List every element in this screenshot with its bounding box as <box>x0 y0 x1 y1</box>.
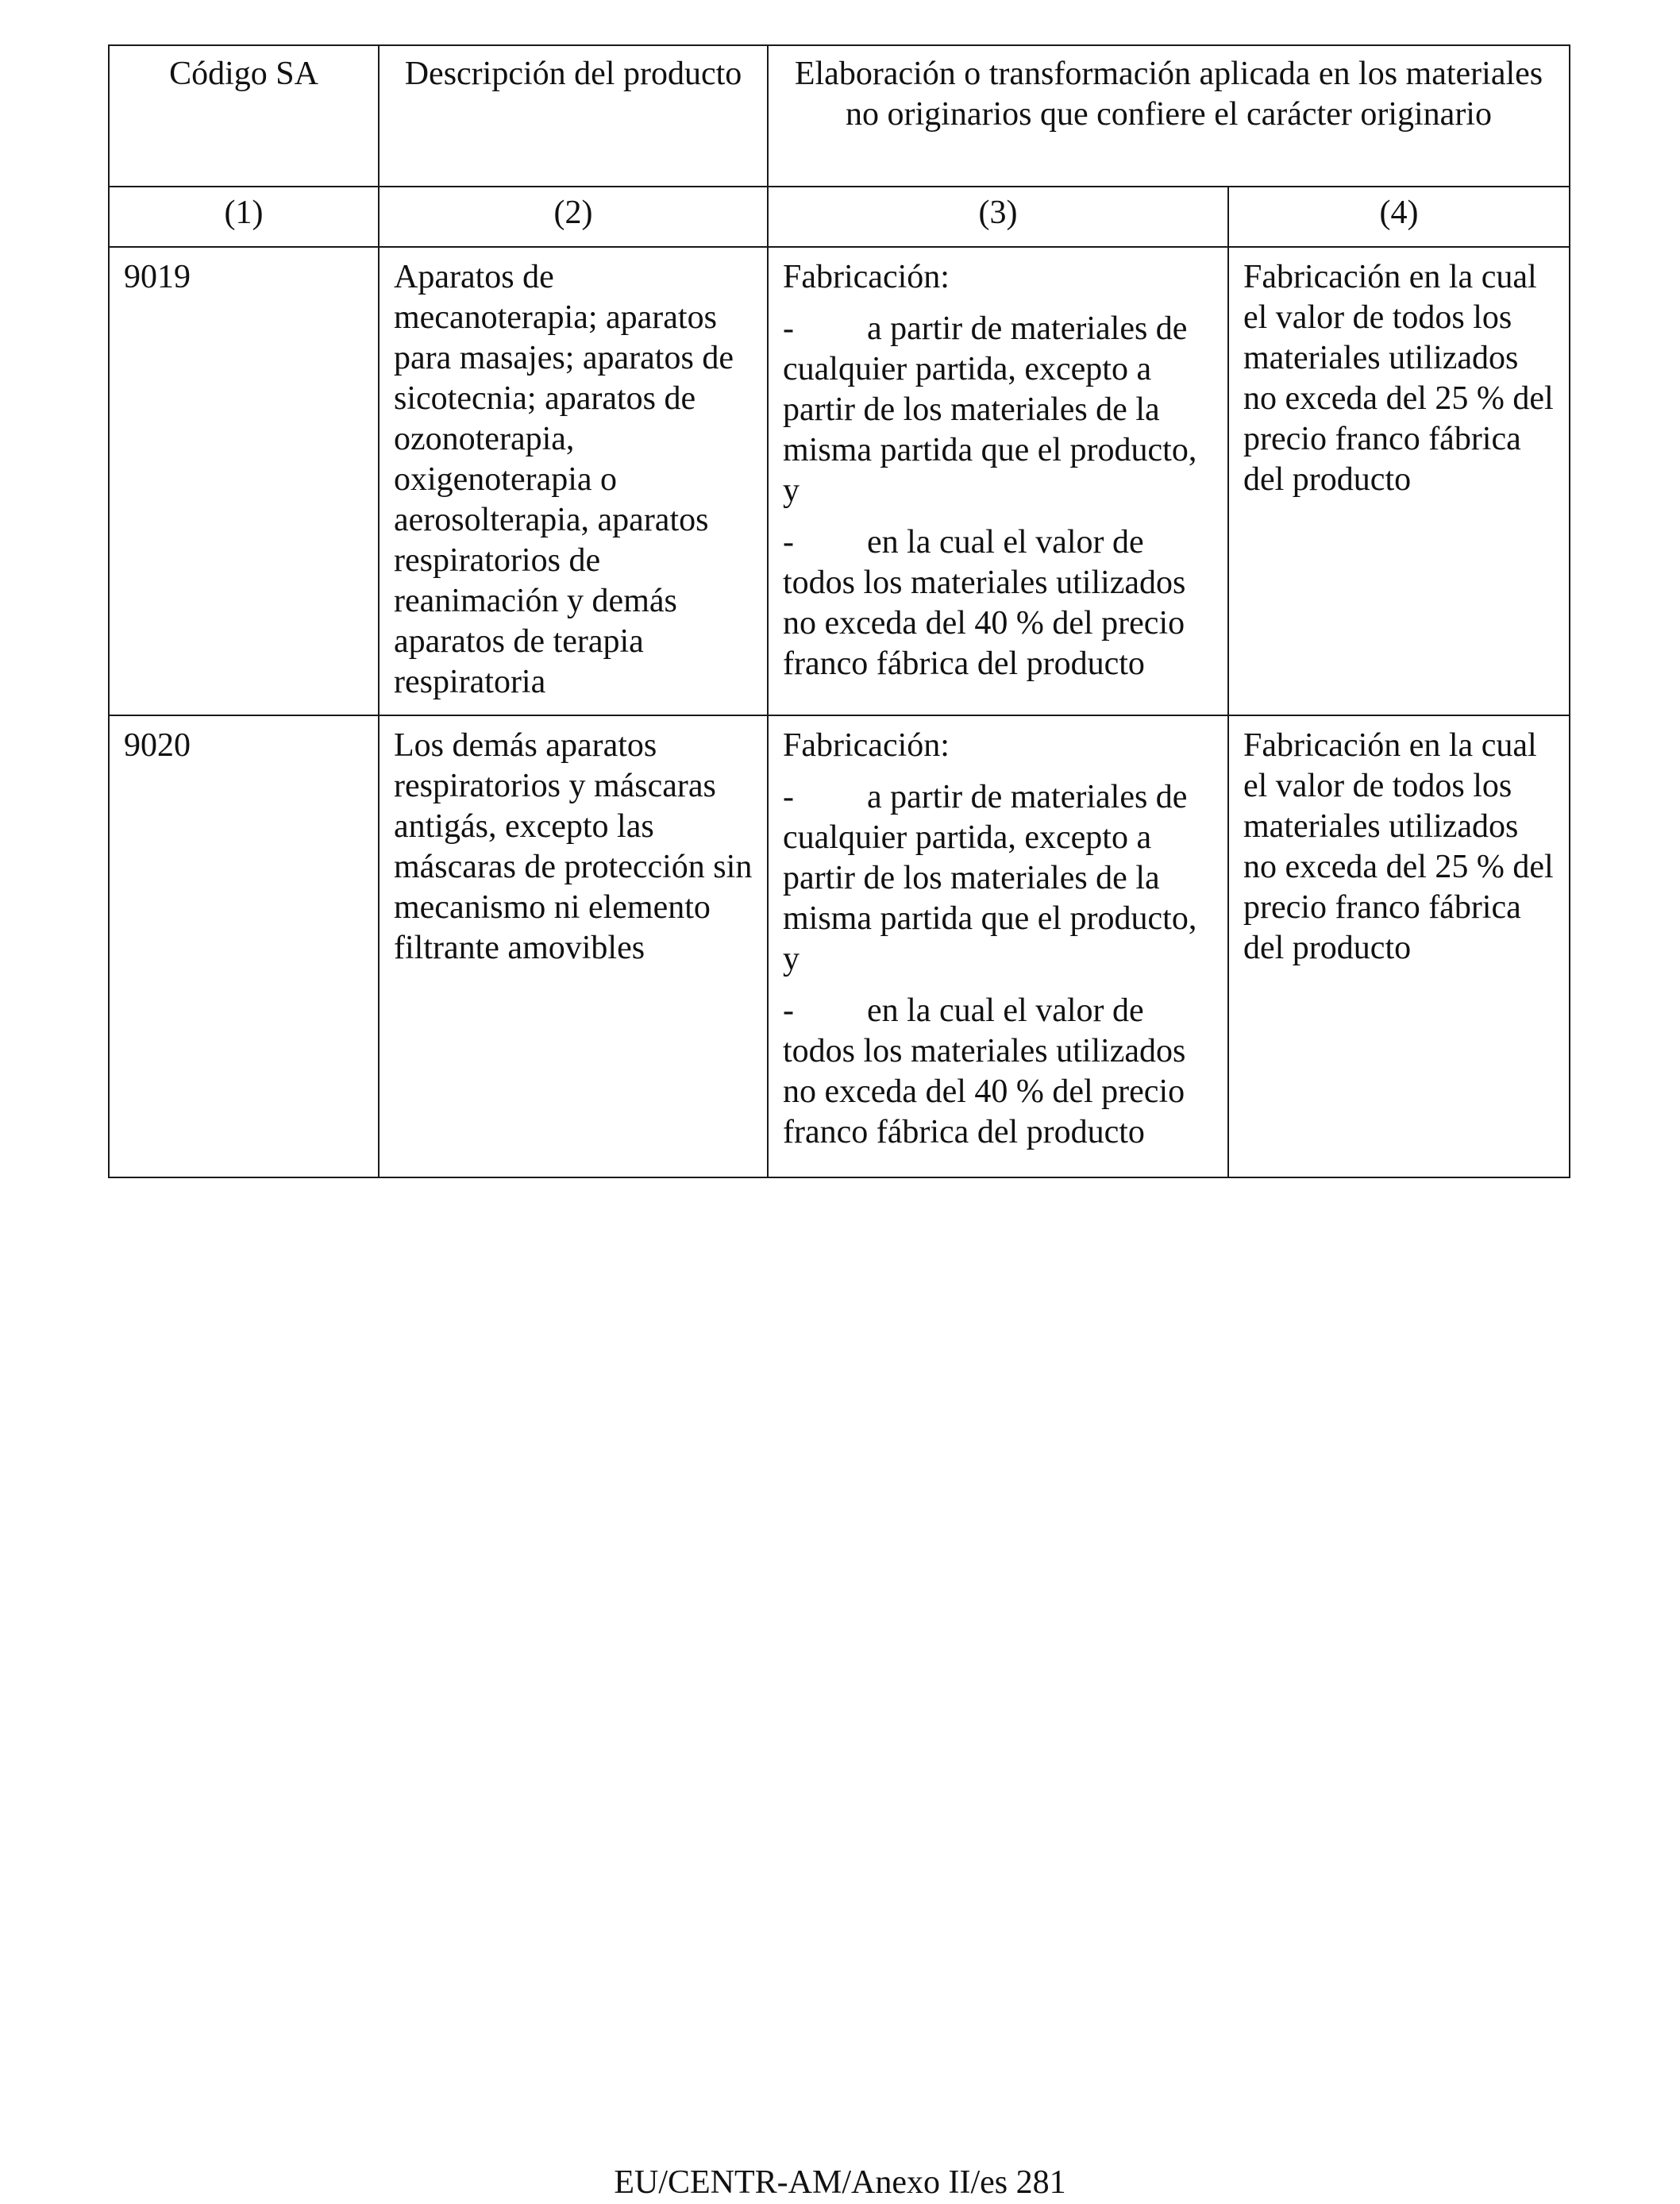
rule-item <box>783 309 1213 511</box>
alternative-rule: Fabricación en la cual el valor de todos los materiales utilizados no exceda del 25 % del precio franco fábrica del producto <box>1228 247 1570 715</box>
header-processing: Elaboración o transformación aplicada en los materiales no originarios que confiere el carácter originario <box>768 45 1570 187</box>
column-number: (3) <box>768 187 1228 247</box>
header-row <box>109 45 1570 187</box>
column-number: (2) <box>379 187 768 247</box>
header-description: Descripción del producto <box>379 45 768 187</box>
processing-rule <box>768 715 1228 1177</box>
column-number: (4) <box>1228 187 1570 247</box>
product-description: Los demás aparatos respiratorios y máscaras antigás, excepto las máscaras de protección sin mecanismo ni elemento filtrante amovibles <box>379 715 768 1177</box>
column-number-row <box>109 187 1570 247</box>
rule-item-text: en la cual el valor de todos los materiales utilizados no exceda del 40 % del precio franco fábrica del producto <box>783 992 1186 1150</box>
hs-code: 9019 <box>109 247 379 715</box>
column-number: (1) <box>109 187 379 247</box>
dash-marker: - <box>783 779 794 815</box>
product-description: Aparatos de mecanoterapia; aparatos para masajes; aparatos de sicotecnia; aparatos de ozonoterapia, oxigenoterapia o aerosolterapia, aparatos respiratorios de reanimación y demás aparatos de terapia respiratoria <box>379 247 768 715</box>
page-footer: EU/CENTR-AM/Anexo II/es 281 <box>614 2164 1066 2201</box>
rule-item <box>783 991 1213 1153</box>
rule-item-text: en la cual el valor de todos los materiales utilizados no exceda del 40 % del precio franco fábrica del producto <box>783 524 1186 682</box>
header-code: Código SA <box>109 45 379 187</box>
table-row <box>109 247 1570 715</box>
processing-rule <box>768 247 1228 715</box>
rules-of-origin-table <box>108 44 1570 1178</box>
rule-item-text: a partir de materiales de cualquier partida, excepto a partir de los materiales de la misma partida que el producto, y <box>783 779 1197 977</box>
rule-item-text: a partir de materiales de cualquier partida, excepto a partir de los materiales de la misma partida que el producto, y <box>783 310 1197 509</box>
dash-marker: - <box>783 310 794 347</box>
dash-marker: - <box>783 992 794 1029</box>
hs-code: 9020 <box>109 715 379 1177</box>
rule-intro: Fabricación: <box>783 259 950 295</box>
dash-marker: - <box>783 524 794 561</box>
table-row <box>109 715 1570 1177</box>
rule-intro: Fabricación: <box>783 727 950 764</box>
rule-item <box>783 777 1213 980</box>
rule-item <box>783 522 1213 684</box>
alternative-rule: Fabricación en la cual el valor de todos los materiales utilizados no exceda del 25 % del precio franco fábrica del producto <box>1228 715 1570 1177</box>
